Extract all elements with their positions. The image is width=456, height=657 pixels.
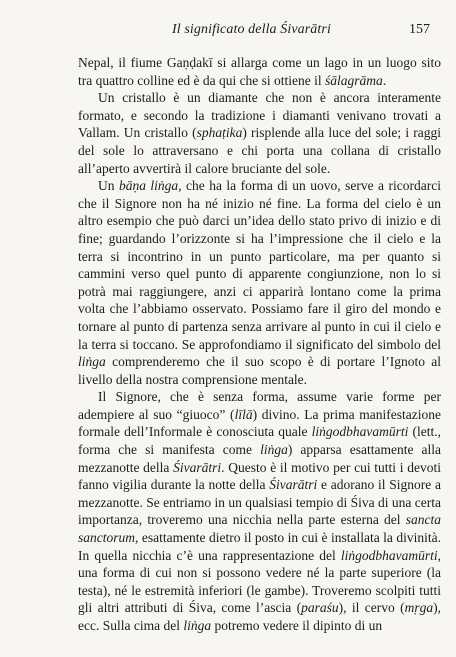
text-run: ) apparsa esattamente alla mezzanotte della [78, 442, 441, 475]
page-number: 157 [409, 22, 430, 37]
text-run: comprenderemo che il suo scopo è di portare l’Ignoto al livello della nostra comprensione mentale. [78, 354, 441, 387]
italic-term: liṅgodbhavamūrti [311, 424, 409, 440]
text-run: ) risplende alla luce del sole; i raggi del sole lo attraversano e chi porta una collana di cristallo all’aperto avvertirà il calore bruciante del sole. [78, 125, 441, 176]
italic-term: liṅgodbhavamūrti [340, 547, 438, 563]
running-header-title: Il significato della Śivarātri [172, 22, 331, 37]
italic-term: śālagrāma [325, 72, 383, 88]
text-run: , una forma di cui non si possono vedere né la parte superiore (la testa), né le estremità inferiori (le gambe). Troveremo scolpiti tutti gli altri attributi di Śiva, come l’ascia ( [78, 547, 441, 616]
text-run: e adorano il Signore a mezzanotte. Se entriamo in un qualsiasi tempio di Śiva di una certa importanza, troveremo una nicchia nella parte esterna del [78, 477, 441, 528]
paragraph [78, 89, 441, 177]
text-run: Un cristallo è un diamante che non è ancora interamente formato, e secondo la tradizione i diamanti venivano trovati a Vallam. Un cristallo ( [78, 90, 441, 141]
italic-term: Śivarātri [269, 477, 318, 493]
italic-term: līlā [234, 406, 253, 422]
italic-term: Śivarātri [173, 459, 222, 475]
text-run: Un [98, 178, 119, 194]
italic-term: bāṇa liṅga [118, 178, 179, 194]
italic-term: liṅga [183, 618, 212, 633]
text-run: . Questo è il motivo per cui tutti i devoti fanno vigilia durante la notte della [78, 459, 441, 493]
italic-term: mṛga [404, 600, 434, 616]
italic-term: liṅga [78, 354, 106, 370]
text-run: ), il cervo ( [338, 600, 405, 616]
paragraph [78, 177, 441, 388]
text-run: (lett., forma che si manifesta come [78, 424, 441, 458]
italic-term: paraśu [301, 600, 339, 616]
italic-term: sphaṭika [196, 125, 243, 141]
text-run: ), ecc. Sulla cima del [78, 600, 441, 633]
italic-term: sancta sanctorum [78, 512, 441, 546]
text-run: , esattamente dietro il posto in cui è installata la divinità. In quella nicchia c’è una rappresentazione del [78, 530, 441, 563]
text-run: , che ha la forma di un uovo, serve a ricordarci che il Signore non ha né inizio né fine. La forma del cielo è un altro esempio che può darci un’idea dello stato privo di inizio e di fine; guardando l’orizzonte si ha l’impressione che il cielo e la terra si incontrino in un punto particolare, ma per quanto si cammini verso quel punto di apparente congiunzione, non lo si potrà mai raggiungere, anzi ci apparirà lontano come la prima volta che l’abbiamo osservato. Possiamo fare il giro del mondo e tornare al punto di partenza senza arrivare al punto in cui il cielo e la terra si toccano. Se approfondiamo il significato del simbolo del [78, 178, 441, 352]
text-run: . [382, 72, 387, 88]
text-run: Il Signore, che è senza forma, assume varie forme per adempiere al suo “giuoco” ( [78, 389, 441, 422]
italic-term: liṅga [260, 442, 288, 458]
text-run: potremo vedere il dipinto di un [211, 618, 383, 633]
paragraph [78, 54, 441, 89]
body-text [78, 54, 441, 635]
paragraph [78, 388, 441, 634]
text-run: Nepal, il fiume Gaṇḍakī si allarga come un lago in un luogo sito tra quattro colline ed è da qui che si ottiene il [78, 55, 441, 88]
text-run: ) divino. La prima manifestazione formale dell’Informale è conosciuta quale [78, 406, 442, 440]
